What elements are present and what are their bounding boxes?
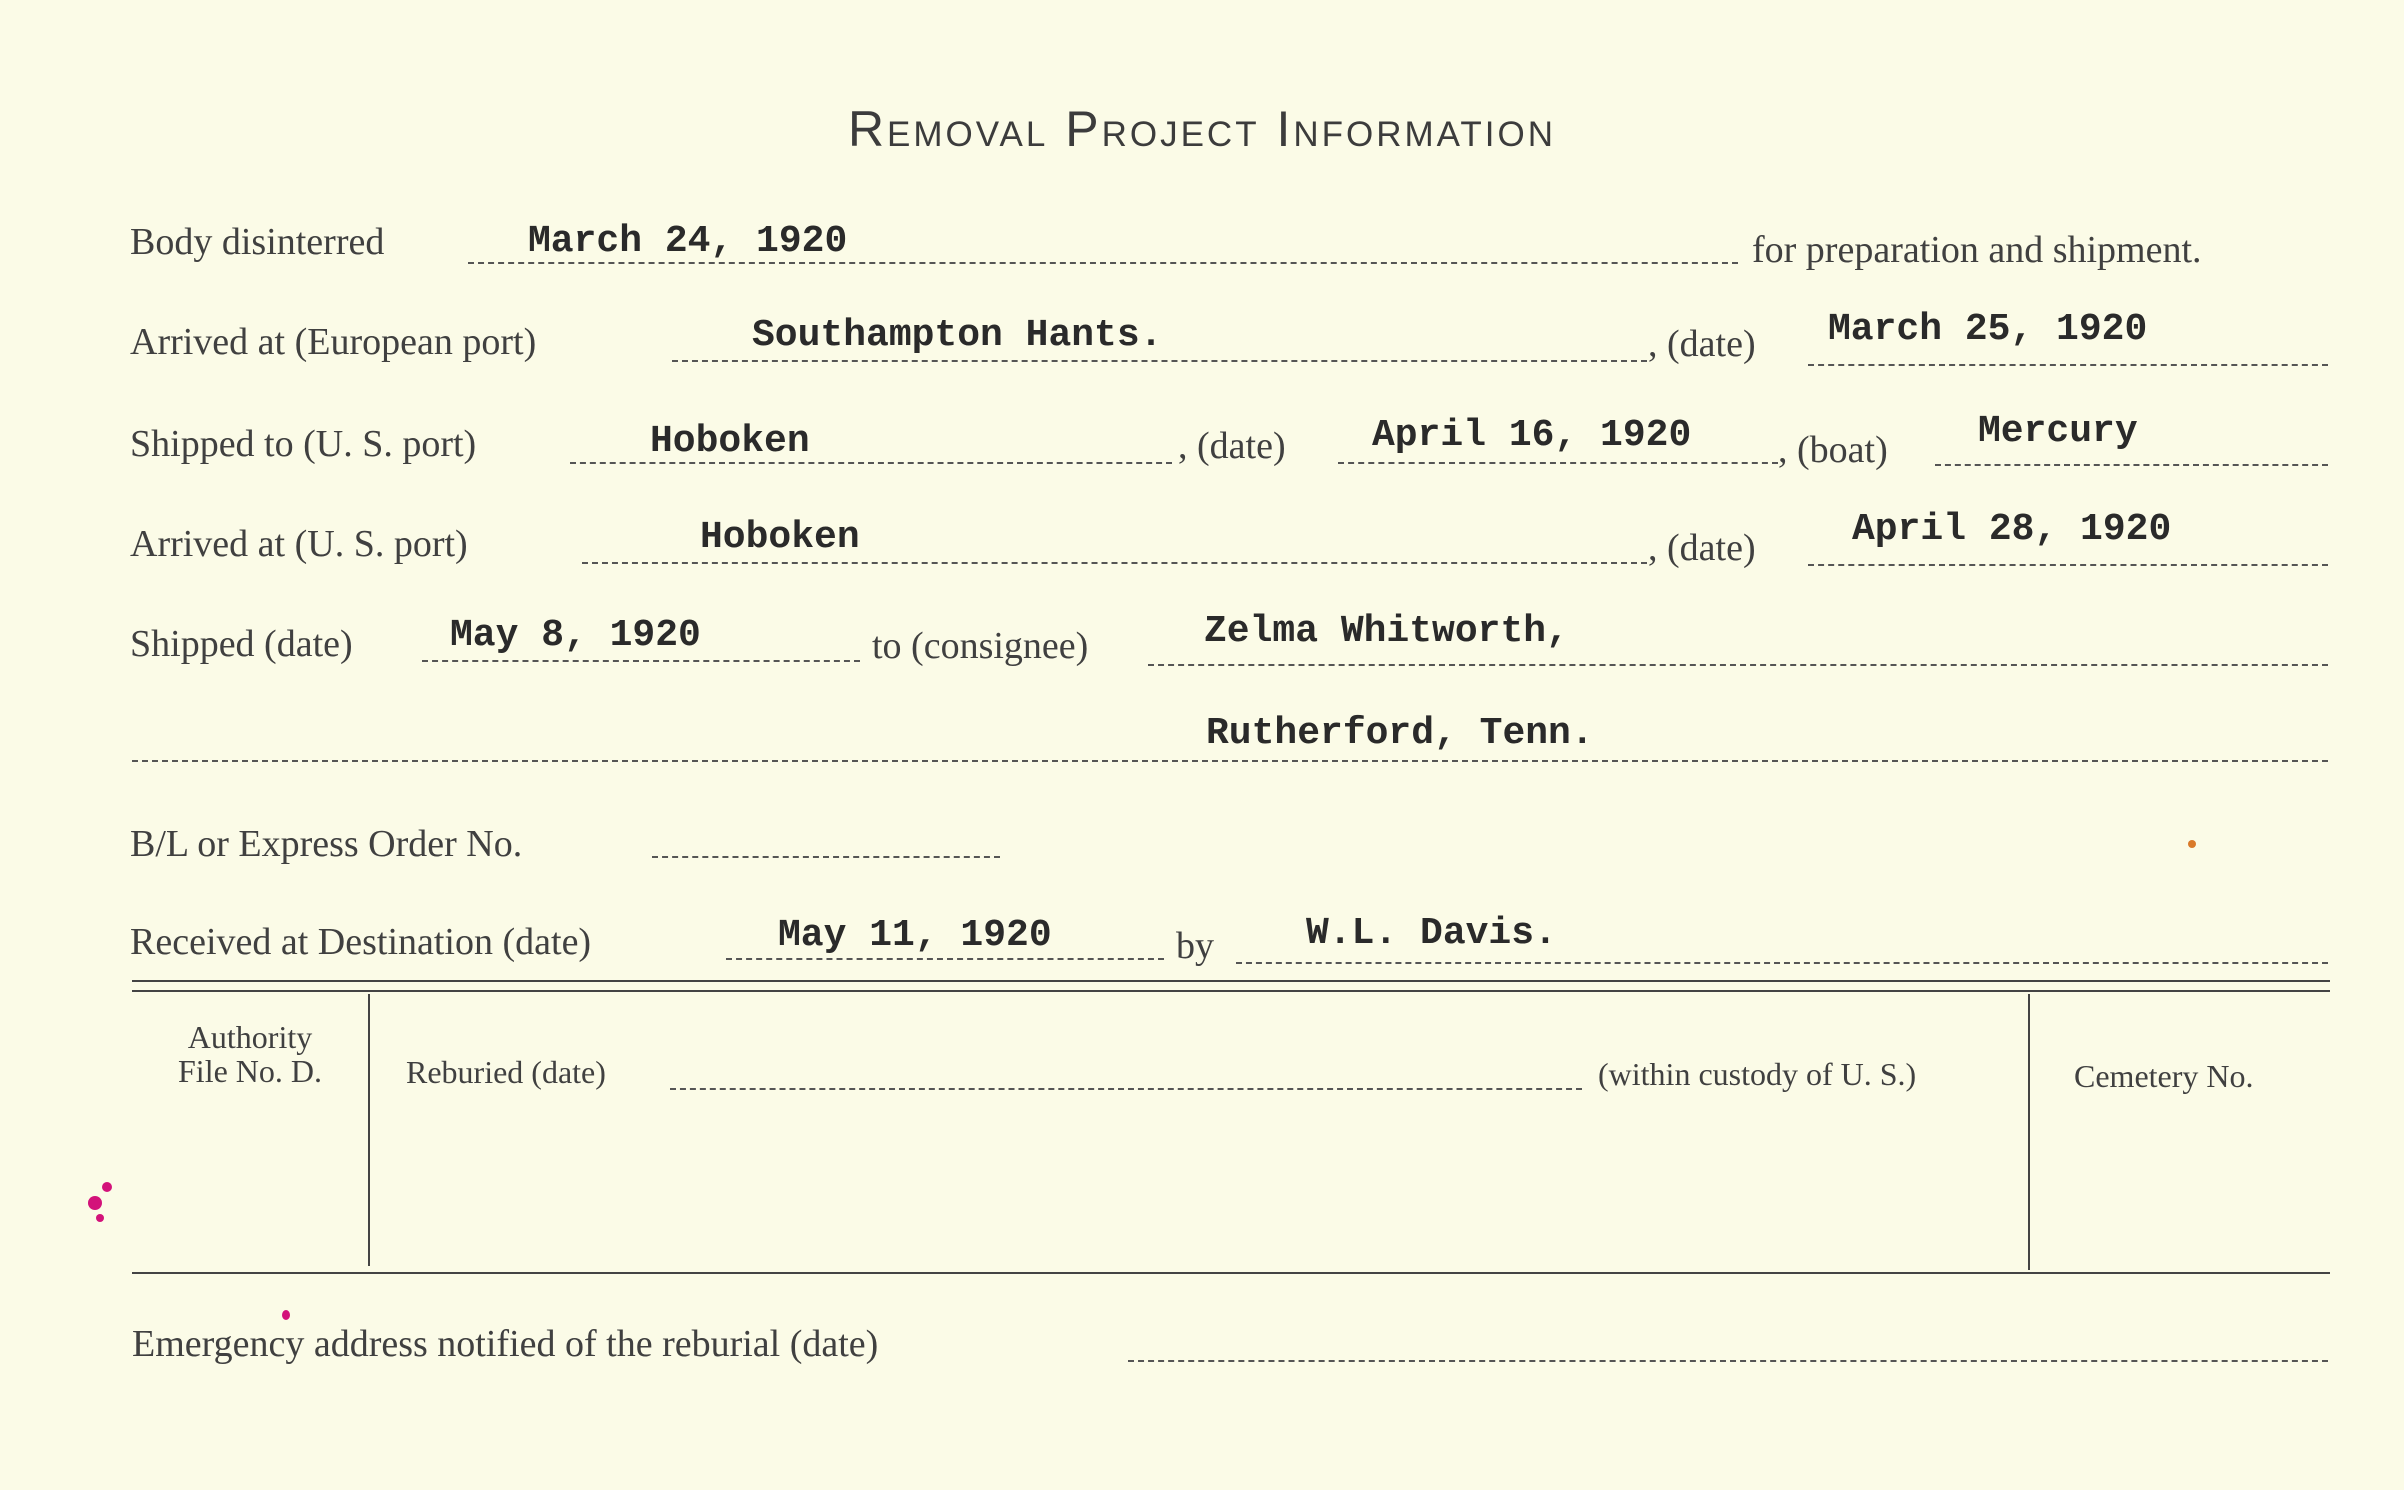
shipped-date-value: May 8, 1920 [450, 614, 701, 657]
shipped-us-date-value: April 16, 1920 [1372, 414, 1692, 457]
arrived-us-date-line [1808, 564, 2328, 566]
arrived-european-date-value: March 25, 1920 [1828, 308, 2148, 351]
body-disinterred-label: Body disinterred [130, 221, 385, 263]
shipped-date-line [422, 660, 860, 662]
ink-spot [96, 1214, 104, 1222]
body-disinterred-suffix: for preparation and shipment. [1752, 229, 2202, 271]
authority-file-label [140, 1020, 360, 1088]
reburied-label: Reburied (date) [406, 1054, 606, 1090]
reburied-line [670, 1088, 1582, 1090]
body-disinterred-value: March 24, 1920 [528, 220, 848, 263]
consignee-label: to (consignee) [872, 625, 1089, 667]
card-title: Removal Project Information [847, 101, 1557, 157]
ink-spot [2188, 840, 2196, 848]
box-divider-right [2028, 994, 2030, 1270]
received-line [726, 958, 1164, 960]
shipped-us-label: Shipped to (U. S. port) [130, 423, 477, 465]
box-bottom-rule [132, 1272, 2330, 1274]
shipped-us-boat-line [1935, 464, 2328, 466]
arrived-european-value: Southampton Hants. [752, 314, 1163, 357]
received-by-label: by [1176, 925, 1214, 967]
received-label: Received at Destination (date) [130, 921, 592, 963]
shipped-us-value: Hoboken [650, 420, 810, 463]
reburied-suffix: (within custody of U. S.) [1598, 1056, 1917, 1092]
bl-order-line [652, 856, 1000, 858]
arrived-us-label: Arrived at (U. S. port) [130, 523, 468, 565]
shipped-us-date-label: , (date) [1178, 425, 1286, 467]
ink-spot [102, 1182, 112, 1192]
shipped-us-boat-label: , (boat) [1778, 429, 1888, 471]
emergency-label: Emergency address notified of the reburial (date) [132, 1323, 879, 1365]
shipped-date-label: Shipped (date) [130, 623, 353, 665]
arrived-european-label: Arrived at (European port) [130, 321, 537, 363]
arrived-european-date-label: , (date) [1648, 323, 1756, 365]
consignee-address-line [132, 760, 2328, 762]
consignee-value: Zelma Whitworth, [1204, 610, 1569, 653]
cemetery-label: Cemetery No. [2074, 1058, 2254, 1094]
arrived-european-date-line [1808, 364, 2328, 366]
emergency-line [1128, 1360, 2328, 1362]
authority-line-1: Authority [187, 1019, 313, 1055]
arrived-us-date-label: , (date) [1648, 527, 1756, 569]
box-top-rule-2 [132, 990, 2330, 992]
box-top-rule-1 [132, 980, 2330, 982]
arrived-us-date-value: April 28, 1920 [1852, 508, 2172, 551]
arrived-us-line [582, 562, 1647, 564]
arrived-us-value: Hoboken [700, 516, 860, 559]
consignee-address: Rutherford, Tenn. [1206, 712, 1594, 755]
ink-spot [282, 1310, 290, 1320]
arrived-european-line [672, 360, 1647, 362]
received-by-line [1236, 962, 2328, 964]
received-by-value: W.L. Davis. [1306, 912, 1557, 955]
authority-line-2: File No. D. [178, 1053, 322, 1089]
bl-order-label: B/L or Express Order No. [130, 823, 523, 865]
consignee-line [1148, 664, 2328, 666]
received-value: May 11, 1920 [778, 914, 1052, 957]
shipped-us-boat-value: Mercury [1978, 410, 2138, 453]
ink-spot [88, 1196, 102, 1210]
box-divider-left [368, 994, 370, 1266]
shipped-us-date-line [1338, 462, 1778, 464]
